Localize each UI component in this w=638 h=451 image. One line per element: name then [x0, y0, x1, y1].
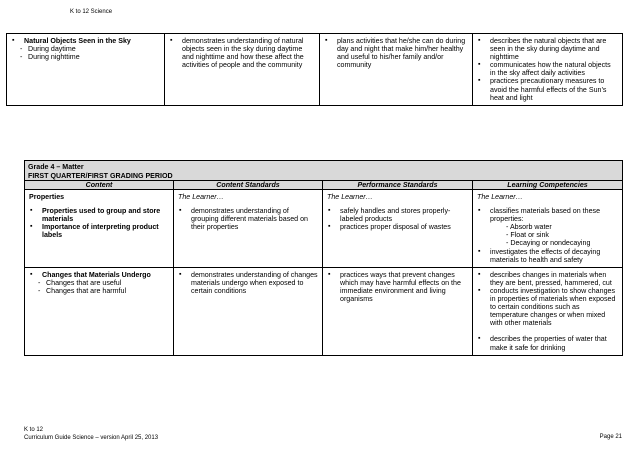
- list-item: ▪ practices precautionary measures to avoid the harmful effects of the Sun’s heat and light: [477, 77, 618, 101]
- list-item: ▪ demonstrates understanding of natural objects seen in the sky during daytime and nighttime and how these affect the activities of people and the community: [169, 37, 315, 69]
- competencies-cell: [473, 190, 623, 268]
- list-item: ▪ describes the properties of water that make it safe for drinking: [477, 335, 618, 351]
- footer-title: K to 12: [24, 427, 44, 433]
- standard-cell: [165, 34, 320, 106]
- learner-label: The Learner…: [178, 193, 224, 201]
- content-cell: [25, 267, 174, 355]
- list-item: ▪ communicates how the natural objects in the sky affect daily activities: [477, 61, 618, 77]
- content-cell: [7, 34, 165, 106]
- page-number: Page 21: [599, 434, 622, 440]
- list-item: ▪ classifies materials based on these properties: - Absorb water - Float or sink - Decaying or nondecaying: [477, 207, 618, 247]
- list-item: ▪ Importance of interpreting product labels: [29, 223, 169, 239]
- performance-cell: [323, 267, 473, 355]
- learner-label: The Learner…: [477, 193, 523, 201]
- column-header: Learning Competencies: [473, 181, 623, 190]
- performance-cell: [323, 190, 473, 268]
- list-item: - Changes that are harmful: [38, 287, 169, 295]
- column-header: Performance Standards: [323, 181, 473, 190]
- list-item: - Absorb water: [506, 223, 552, 232]
- table-row: [25, 190, 623, 268]
- list-item: - During nighttime: [20, 53, 160, 61]
- grade-title: Grade 4 – Matter: [28, 163, 84, 171]
- list-item: ▪ safely handles and stores properly-labeled products: [327, 207, 468, 223]
- list-item: - Decaying or nondecaying: [506, 239, 591, 248]
- table-row: [25, 267, 623, 355]
- table-row: [7, 34, 623, 106]
- grade4-matter-table: [24, 160, 623, 356]
- competencies-cell: [473, 34, 623, 106]
- content-title: ▪ Natural Objects Seen in the Sky: [11, 37, 160, 45]
- page-header: K to 12 Science: [70, 9, 113, 15]
- column-header: Content: [25, 181, 174, 190]
- list-item: ▪ describes changes in materials when they are bent, pressed, hammered, cut: [477, 271, 618, 287]
- list-item: ▪ demonstrates understanding of grouping different materials based on their properties: [178, 207, 318, 231]
- quarter-title: FIRST QUARTER/FIRST GRADING PERIOD: [28, 171, 173, 180]
- section-title: Properties: [29, 193, 65, 201]
- list-item: ▪ practices proper disposal of wastes: [327, 223, 468, 231]
- competencies-cell: [473, 267, 623, 355]
- list-item: ▪ Properties used to group and store materials: [29, 207, 169, 223]
- standard-cell: [174, 267, 323, 355]
- list-item: - Changes that are useful: [38, 279, 169, 287]
- list-item: ▪ practices ways that prevent changes which may have harmful effects on the immediate environment and living organisms: [327, 271, 468, 303]
- list-item: - During daytime: [20, 45, 160, 53]
- objects-sky-table: [6, 33, 623, 106]
- performance-cell: [320, 34, 473, 106]
- list-item: ▪ demonstrates understanding of changes materials undergo when exposed to certain conditions: [178, 271, 318, 295]
- footer: [24, 427, 158, 442]
- content-cell: [25, 190, 174, 268]
- section-title: ▪ Changes that Materials Undergo: [29, 271, 169, 279]
- column-headers: [25, 181, 623, 190]
- list-item: ▪ conducts investigation to show changes in properties of materials when exposed to certain conditions such as temperature changes or when mixed with other materials: [477, 287, 618, 327]
- list-item: ▪ plans activities that he/she can do during day and night that make him/her healthy and useful to his/her family and/or community: [324, 37, 468, 69]
- list-item: ▪ describes the natural objects that are seen in the sky during daytime and nighttime: [477, 37, 618, 61]
- grade-header: [25, 161, 623, 181]
- list-item: ▪ investigates the effects of decaying materials to health and safety: [477, 248, 618, 264]
- learner-label: The Learner…: [327, 193, 373, 201]
- list-item: - Float or sink: [506, 231, 549, 240]
- column-header: Content Standards: [174, 181, 323, 190]
- standard-cell: [174, 190, 323, 268]
- footer-version: Curriculum Guide Science – version April 25, 2013: [24, 434, 159, 441]
